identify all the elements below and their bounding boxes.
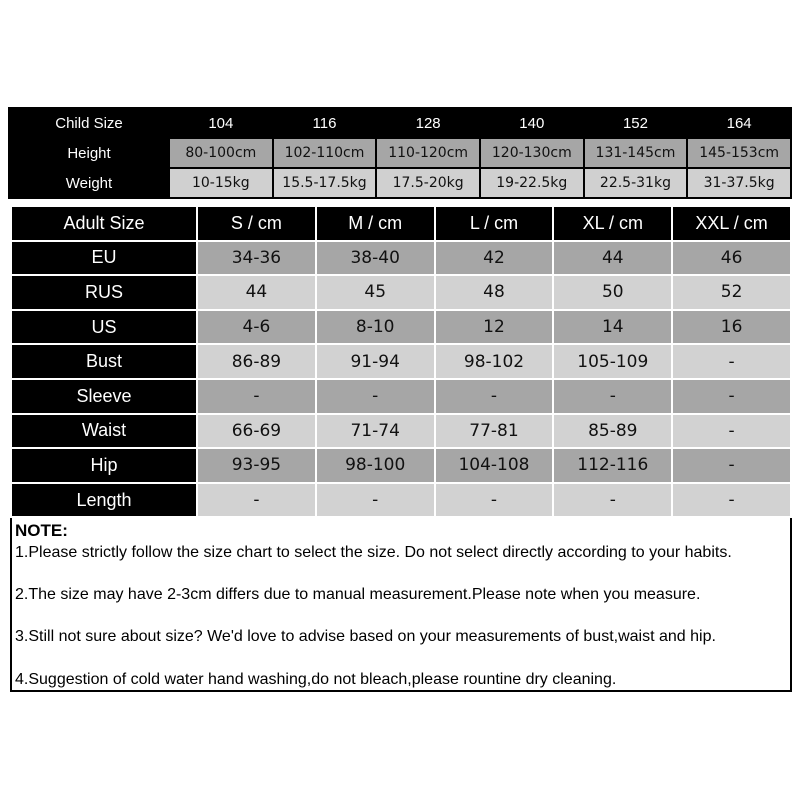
child-weight-row xyxy=(9,168,791,198)
child-size-128: 128 xyxy=(376,108,480,138)
table-cell: 66-69 xyxy=(197,414,316,449)
table-cell: - xyxy=(672,483,791,518)
adult-size-m: M / cm xyxy=(316,206,435,241)
table-cell: 42 xyxy=(435,241,554,276)
child-row-label: Height xyxy=(9,138,169,168)
table-cell: 145-153cm xyxy=(687,138,791,168)
table-cell: 34-36 xyxy=(197,241,316,276)
adult-sleeve-row xyxy=(11,379,791,414)
adult-row-label: Bust xyxy=(11,344,197,379)
adult-header-row xyxy=(11,206,791,241)
child-height-row xyxy=(9,138,791,168)
table-cell: - xyxy=(197,483,316,518)
table-cell: 46 xyxy=(672,241,791,276)
note-line-1: 1.Please strictly follow the size chart to select the size. Do not select directly according to your habits. xyxy=(15,544,732,561)
table-cell: 112-116 xyxy=(553,448,672,483)
adult-size-label: Adult Size xyxy=(11,206,197,241)
table-cell: - xyxy=(197,379,316,414)
adult-row-label: Sleeve xyxy=(11,379,197,414)
table-cell: 77-81 xyxy=(435,414,554,449)
child-size-104: 104 xyxy=(169,108,273,138)
table-cell: 10-15kg xyxy=(169,168,273,198)
table-cell: - xyxy=(553,483,672,518)
table-cell: - xyxy=(316,379,435,414)
table-cell: 16 xyxy=(672,310,791,345)
table-cell: - xyxy=(553,379,672,414)
table-cell: 38-40 xyxy=(316,241,435,276)
table-cell: - xyxy=(672,344,791,379)
adult-size-xl: XL / cm xyxy=(553,206,672,241)
table-cell: 15.5-17.5kg xyxy=(273,168,377,198)
note-box xyxy=(10,518,792,692)
adult-size-table xyxy=(10,205,792,518)
table-cell: 14 xyxy=(553,310,672,345)
table-cell: 45 xyxy=(316,275,435,310)
table-cell: 98-102 xyxy=(435,344,554,379)
table-cell: 12 xyxy=(435,310,554,345)
child-size-140: 140 xyxy=(480,108,584,138)
table-cell: 102-110cm xyxy=(273,138,377,168)
adult-size-s: S / cm xyxy=(197,206,316,241)
adult-eu-row xyxy=(11,241,791,276)
adult-row-label: Waist xyxy=(11,414,197,449)
adult-length-row xyxy=(11,483,791,518)
table-cell: 91-94 xyxy=(316,344,435,379)
table-cell: 17.5-20kg xyxy=(376,168,480,198)
adult-bust-row xyxy=(11,344,791,379)
child-row-label: Weight xyxy=(9,168,169,198)
child-size-116: 116 xyxy=(273,108,377,138)
table-cell: - xyxy=(672,379,791,414)
adult-us-row xyxy=(11,310,791,345)
adult-row-label: US xyxy=(11,310,197,345)
child-header-row xyxy=(9,108,791,138)
adult-row-label: EU xyxy=(11,241,197,276)
adult-waist-row xyxy=(11,414,791,449)
note-line-4: 4.Suggestion of cold water hand washing,do not bleach,please rountine dry cleaning. xyxy=(15,671,617,688)
child-size-152: 152 xyxy=(584,108,688,138)
table-cell: 31-37.5kg xyxy=(687,168,791,198)
note-title: NOTE: xyxy=(15,521,68,540)
table-cell: 48 xyxy=(435,275,554,310)
table-cell: 86-89 xyxy=(197,344,316,379)
table-cell: 131-145cm xyxy=(584,138,688,168)
adult-row-label: RUS xyxy=(11,275,197,310)
table-cell: 8-10 xyxy=(316,310,435,345)
table-cell: 98-100 xyxy=(316,448,435,483)
table-cell: 110-120cm xyxy=(376,138,480,168)
table-cell: 19-22.5kg xyxy=(480,168,584,198)
adult-size-xxl: XXL / cm xyxy=(672,206,791,241)
table-cell: 71-74 xyxy=(316,414,435,449)
table-cell: 105-109 xyxy=(553,344,672,379)
table-cell: 4-6 xyxy=(197,310,316,345)
child-size-label: Child Size xyxy=(9,108,169,138)
table-cell: - xyxy=(672,414,791,449)
table-cell: 22.5-31kg xyxy=(584,168,688,198)
adult-hip-row xyxy=(11,448,791,483)
table-cell: - xyxy=(316,483,435,518)
note-line-3: 3.Still not sure about size? We'd love to advise based on your measurements of bust,waist and hip. xyxy=(15,628,716,645)
note-line-2: 2.The size may have 2-3cm differs due to manual measurement.Please note when you measure. xyxy=(15,586,701,603)
table-cell: 44 xyxy=(553,241,672,276)
table-cell: 44 xyxy=(197,275,316,310)
adult-size-l: L / cm xyxy=(435,206,554,241)
table-cell: 80-100cm xyxy=(169,138,273,168)
table-cell: - xyxy=(435,483,554,518)
child-size-164: 164 xyxy=(687,108,791,138)
table-cell: 93-95 xyxy=(197,448,316,483)
adult-row-label: Hip xyxy=(11,448,197,483)
child-size-table xyxy=(8,107,792,199)
adult-row-label: Length xyxy=(11,483,197,518)
table-cell: 50 xyxy=(553,275,672,310)
table-cell: 85-89 xyxy=(553,414,672,449)
adult-rus-row xyxy=(11,275,791,310)
table-cell: 52 xyxy=(672,275,791,310)
table-cell: 120-130cm xyxy=(480,138,584,168)
table-cell: - xyxy=(435,379,554,414)
table-cell: - xyxy=(672,448,791,483)
table-cell: 104-108 xyxy=(435,448,554,483)
